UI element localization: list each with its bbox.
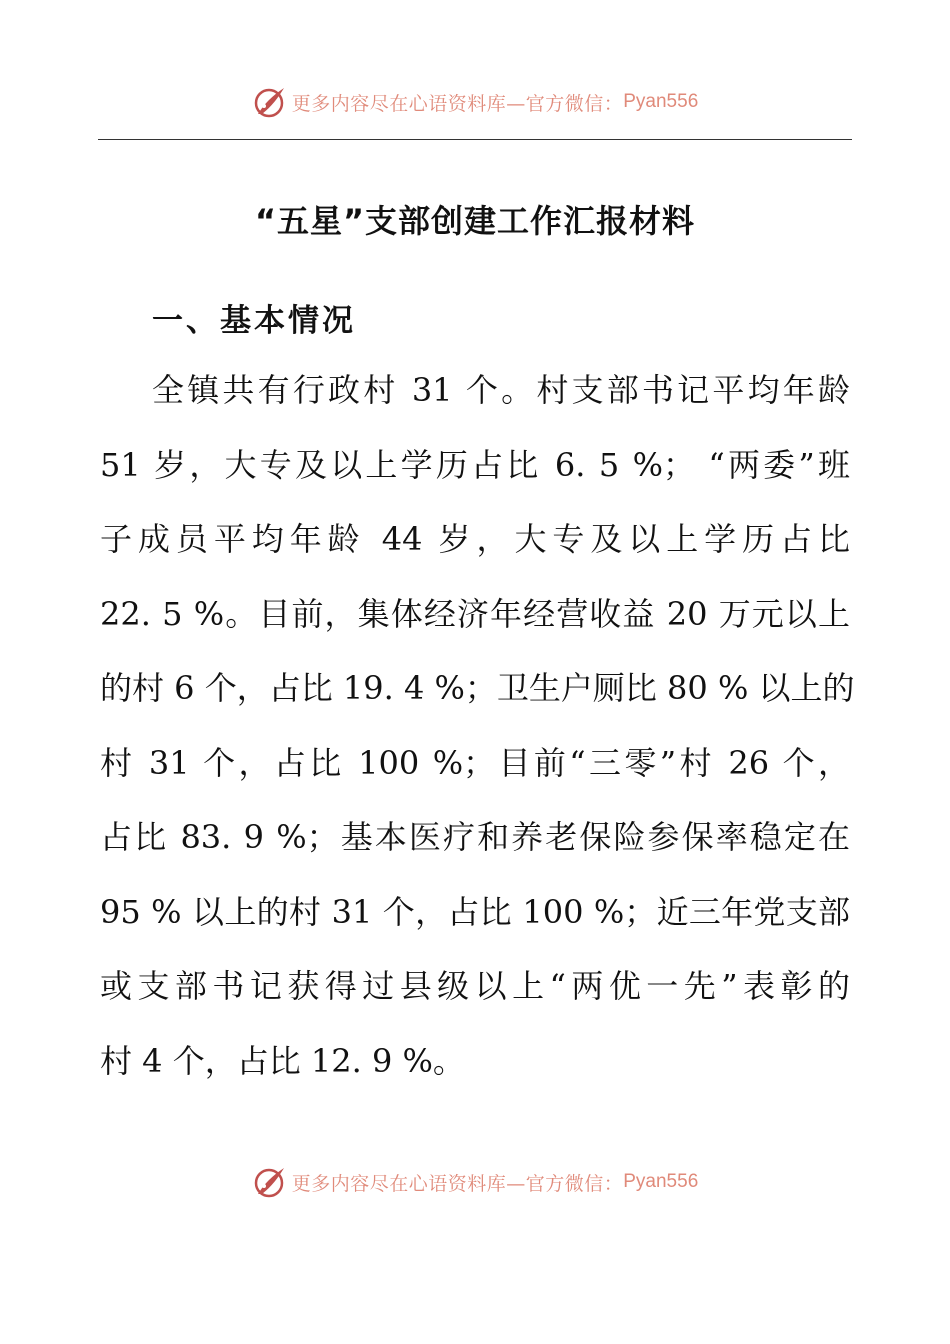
- paragraph-line: 51 岁，大专及以上学历占比 6. 5 %； “两委”班: [100, 445, 850, 484]
- quill-logo-icon: [252, 1164, 288, 1200]
- paragraph-line: 占比 83. 9 %；基本医疗和养老保险参保率稳定在: [100, 818, 850, 856]
- document-title: “五星”支部创建工作汇报材料: [254, 202, 696, 240]
- watermark-text: 更多内容尽在心语资料库—官方微信：: [291, 92, 624, 115]
- paragraph-line: 22. 5 %。目前，集体经济年经营收益 20 万元以上: [100, 594, 850, 633]
- watermark-wechat-id: Pyan556: [623, 1171, 699, 1192]
- section-heading: 一、基本情况: [152, 303, 356, 339]
- paragraph-line: 95 % 以上的村 31 个，占比 100 %；近三年党支部: [100, 892, 850, 931]
- paragraph-line: 村 4 个，占比 12. 9 %。: [100, 1041, 465, 1080]
- paragraph-line: 子成员平均年龄 44 岁，大专及以上学历占比: [100, 520, 850, 558]
- footer-watermark: [0, 1162, 950, 1202]
- paragraph-line: 村 31 个，占比 100 %；目前“三零”村 26 个，: [100, 743, 850, 782]
- watermark-text: 更多内容尽在心语资料库—官方微信：: [291, 1172, 624, 1195]
- paragraph-line: 全镇共有行政村 31 个。村支部书记平均年龄: [152, 371, 850, 409]
- paragraph-line: 或支部书记获得过县级以上“两优一先”表彰的: [100, 967, 850, 1005]
- paragraph-line: 的村 6 个，占比 19. 4 %；卫生户厕比 80 % 以上的: [100, 669, 855, 707]
- header-divider: [98, 139, 852, 140]
- header-watermark: [0, 82, 950, 122]
- quill-logo-icon: [252, 84, 288, 120]
- watermark-wechat-id: Pyan556: [623, 91, 699, 112]
- body-paragraph: [100, 366, 855, 1111]
